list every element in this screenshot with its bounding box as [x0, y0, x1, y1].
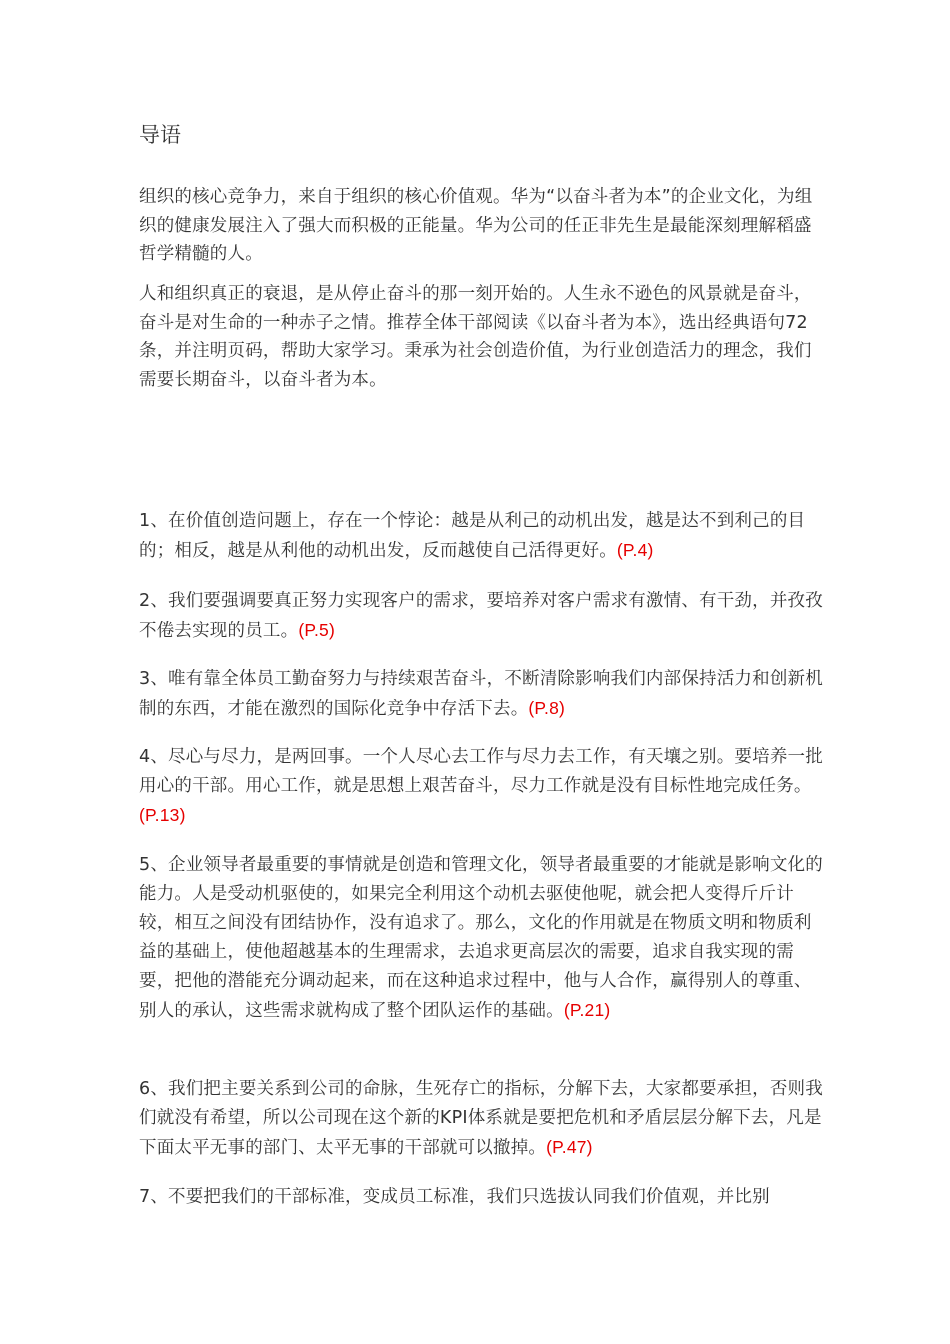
quote-item [139, 1075, 823, 1163]
quote-item [139, 507, 823, 566]
quote-item [139, 665, 823, 724]
page-reference: (P.4) [616, 540, 654, 560]
quote-item [139, 851, 823, 1026]
page-reference: (P.13) [139, 805, 186, 825]
page-reference: (P.21) [563, 1000, 611, 1020]
quote-item [139, 743, 823, 831]
page-heading: 导语 [139, 123, 181, 147]
page-reference: (P.47) [546, 1137, 593, 1157]
quote-item [139, 587, 823, 646]
quote-text: 5、企业领导者最重要的事情就是创造和管理文化，领导者最重要的才能就是影响文化的能力。人是受动机驱使的，如果完全利用这个动机去驱使他呢，就会把人变得斤斤计较，相互之间没有团结协作，没有追求了。那么，文化的作用就是在物质文明和物质利益的基础上，使他超越基本的生理需求，去追求更高层次的需要，追求自我实现的需要，把他的潜能充分调动起来，而在这种追求过程中，他与人合作，赢得别人的尊重、别人的承认，这些需求就构成了整个团队运作的基础。 [139, 855, 823, 1021]
quote-text: 3、唯有靠全体员工勤奋努力与持续艰苦奋斗，不断清除影响我们内部保持活力和创新机制的东西，才能在激烈的国际化竞争中存活下去。 [139, 669, 823, 719]
intro-paragraph: 人和组织真正的衰退，是从停止奋斗的那一刻开始的。人生永不逊色的风景就是奋斗，奋斗是对生命的一种赤子之情。推荐全体干部阅读《以奋斗者为本》，选出经典语句72条，并注明页码，帮助大家学习。秉承为社会创造价值，为行业创造活力的理念，我们需要长期奋斗，以奋斗者为本。 [139, 284, 812, 390]
quote-text: 1、在价值创造问题上，存在一个悖论：越是从利己的动机出发，越是达不到利己的目的；相反，越是从利他的动机出发，反而越使自己活得更好。 [139, 511, 806, 561]
page-reference: (P.5) [298, 620, 335, 640]
quote-text: 4、尽心与尽力，是两回事。一个人尽心去工作与尽力去工作，有天壤之别。要培养一批用心的干部。用心工作，就是思想上艰苦奋斗，尽力工作就是没有目标性地完成任务。 [139, 747, 823, 796]
quote-text: 7、不要把我们的干部标准，变成员工标准，我们只选拔认同我们价值观，并比别 [139, 1187, 770, 1207]
page-reference: (P.8) [528, 698, 566, 718]
quote-text: 2、我们要强调要真正努力实现客户的需求，要培养对客户需求有激情、有干劲，并孜孜不倦去实现的员工。 [139, 591, 823, 641]
quote-item [139, 1182, 823, 1212]
quote-text: 6、我们把主要关系到公司的命脉，生死存亡的指标，分解下去，大家都要承担，否则我们就没有希望，所以公司现在这个新的KPI体系就是要把危机和矛盾层层分解下去，凡是下面太平无事的部门、太平无事的干部就可以撤掉。 [139, 1079, 823, 1158]
intro-paragraph: 组织的核心竞争力，来自于组织的核心价值观。华为“以奋斗者为本”的企业文化，为组织的健康发展注入了强大而积极的正能量。华为公司的任正非先生是最能深刻理解稻盛哲学精髓的人。 [139, 187, 813, 264]
